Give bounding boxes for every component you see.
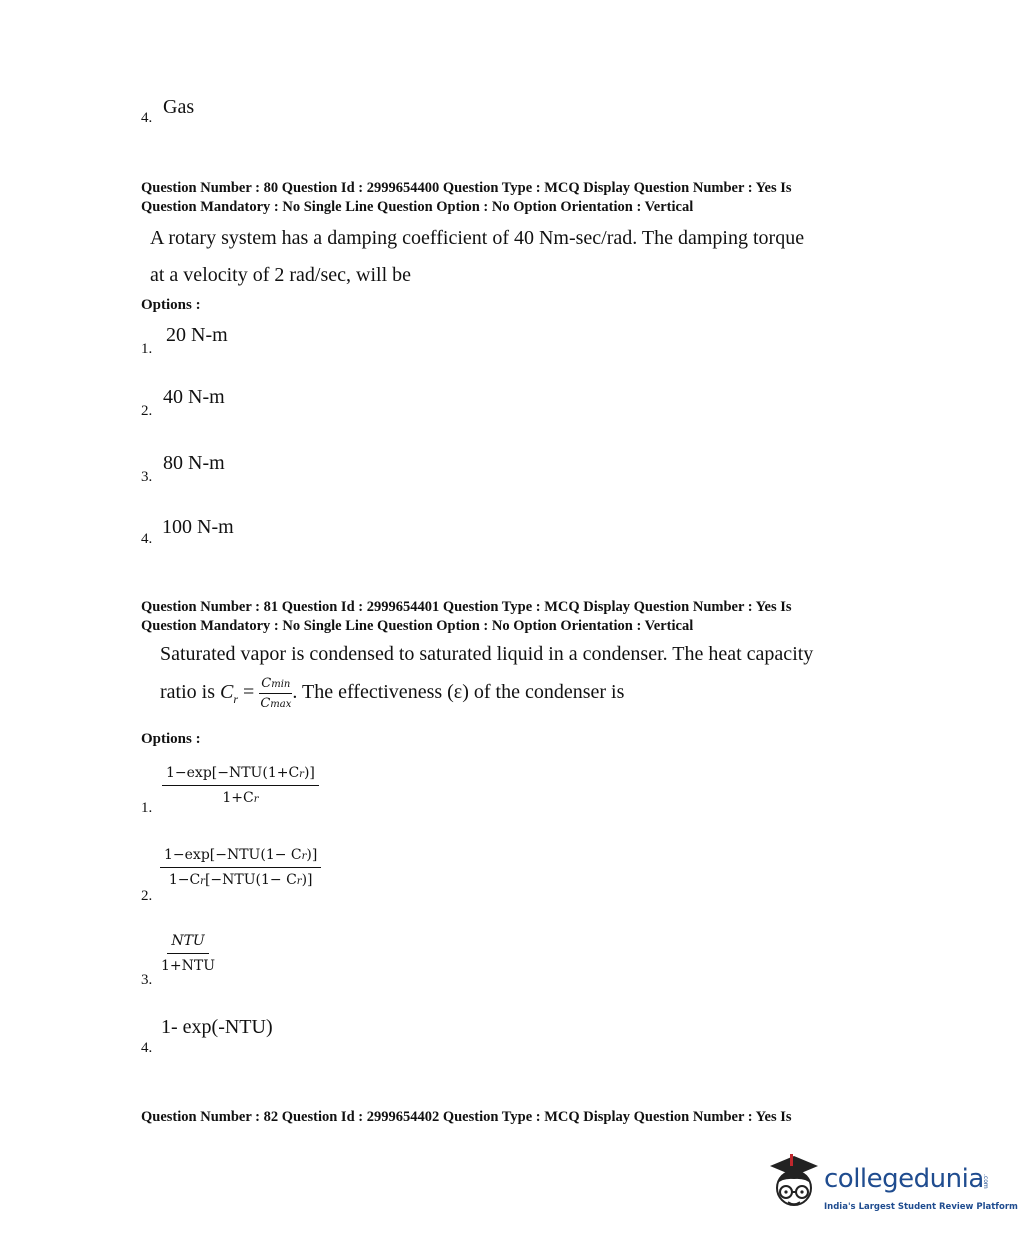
q80-option-4-number: 4. <box>141 531 153 547</box>
cr-symbol: $C_r$ <box>220 681 239 707</box>
options-label: Options : <box>141 297 201 313</box>
question-81-text-line2 <box>160 676 624 711</box>
text-suffix: . The effectiveness (ε) of the condenser is <box>292 681 625 704</box>
collegedunia-logo <box>766 1152 1018 1222</box>
q80-option-1-text[interactable]: 20 N-m <box>166 324 228 346</box>
option-text: Gas <box>163 96 195 118</box>
options-label: Options : <box>141 731 201 747</box>
question-80-text-line1: A rotary system has a damping coefficient of 40 Nm-sec/rad. The damping torque <box>150 227 805 249</box>
q80-option-1-number: 1. <box>141 341 153 357</box>
question-81-meta <box>141 598 901 636</box>
question-81-text-line1: Saturated vapor is condensed to saturated liquid in a condenser. The heat capacity <box>160 643 814 665</box>
q80-option-2-number: 2. <box>141 403 153 419</box>
q81-option-1-number: 1. <box>141 800 153 816</box>
equals-sign: = <box>243 681 255 704</box>
question-80-text-line2: at a velocity of 2 rad/sec, will be <box>150 264 412 286</box>
question-meta-line: Question Mandatory : No Single Line Question Option : No Option Orientation : Vertical <box>141 618 694 634</box>
question-80-meta <box>141 179 901 217</box>
mascot-icon <box>766 1152 822 1222</box>
question-meta-line: Question Mandatory : No Single Line Question Option : No Option Orientation : Vertical <box>141 199 694 215</box>
brand-name: collegedunia <box>824 1164 984 1194</box>
question-meta-line: Question Number : 81 Question Id : 2999654401 Question Type : MCQ Display Question Number : Yes Is <box>141 599 792 615</box>
q81-option-4-number: 4. <box>141 1040 153 1056</box>
q81-option-3-number: 3. <box>141 972 153 988</box>
text-prefix: ratio is <box>160 681 215 704</box>
q81-option-4-text[interactable]: 1- exp(-NTU) <box>161 1016 273 1038</box>
q81-option-1-formula[interactable]: 1−exp[−NTU(1+Cr)] 1+Cr <box>162 765 319 806</box>
option-number: 4. <box>141 110 153 126</box>
q80-option-2-text[interactable]: 40 N-m <box>163 386 225 408</box>
q80-option-3-number: 3. <box>141 469 153 485</box>
q80-option-4-text[interactable]: 100 N-m <box>162 516 234 538</box>
q81-option-2-formula[interactable]: 1−exp[−NTU(1− Cr)] 1−Cr[−NTU(1− Cr)] <box>160 847 321 888</box>
brand-com: .com <box>982 1174 989 1189</box>
q81-option-3-formula[interactable]: NTU 1+NTU <box>161 933 216 974</box>
capacity-ratio-fraction: $\frac{Cmin}{Cmax}$ <box>260 676 292 711</box>
q81-option-2-number: 2. <box>141 888 153 904</box>
q80-option-3-text[interactable]: 80 N-m <box>163 452 225 474</box>
question-meta-line: Question Number : 80 Question Id : 2999654400 Question Type : MCQ Display Question Number : Yes Is <box>141 180 792 196</box>
brand-tagline: India's Largest Student Review Platform <box>824 1202 1018 1212</box>
question-82-meta: Question Number : 82 Question Id : 2999654402 Question Type : MCQ Display Question Number : Yes Is <box>141 1109 792 1125</box>
